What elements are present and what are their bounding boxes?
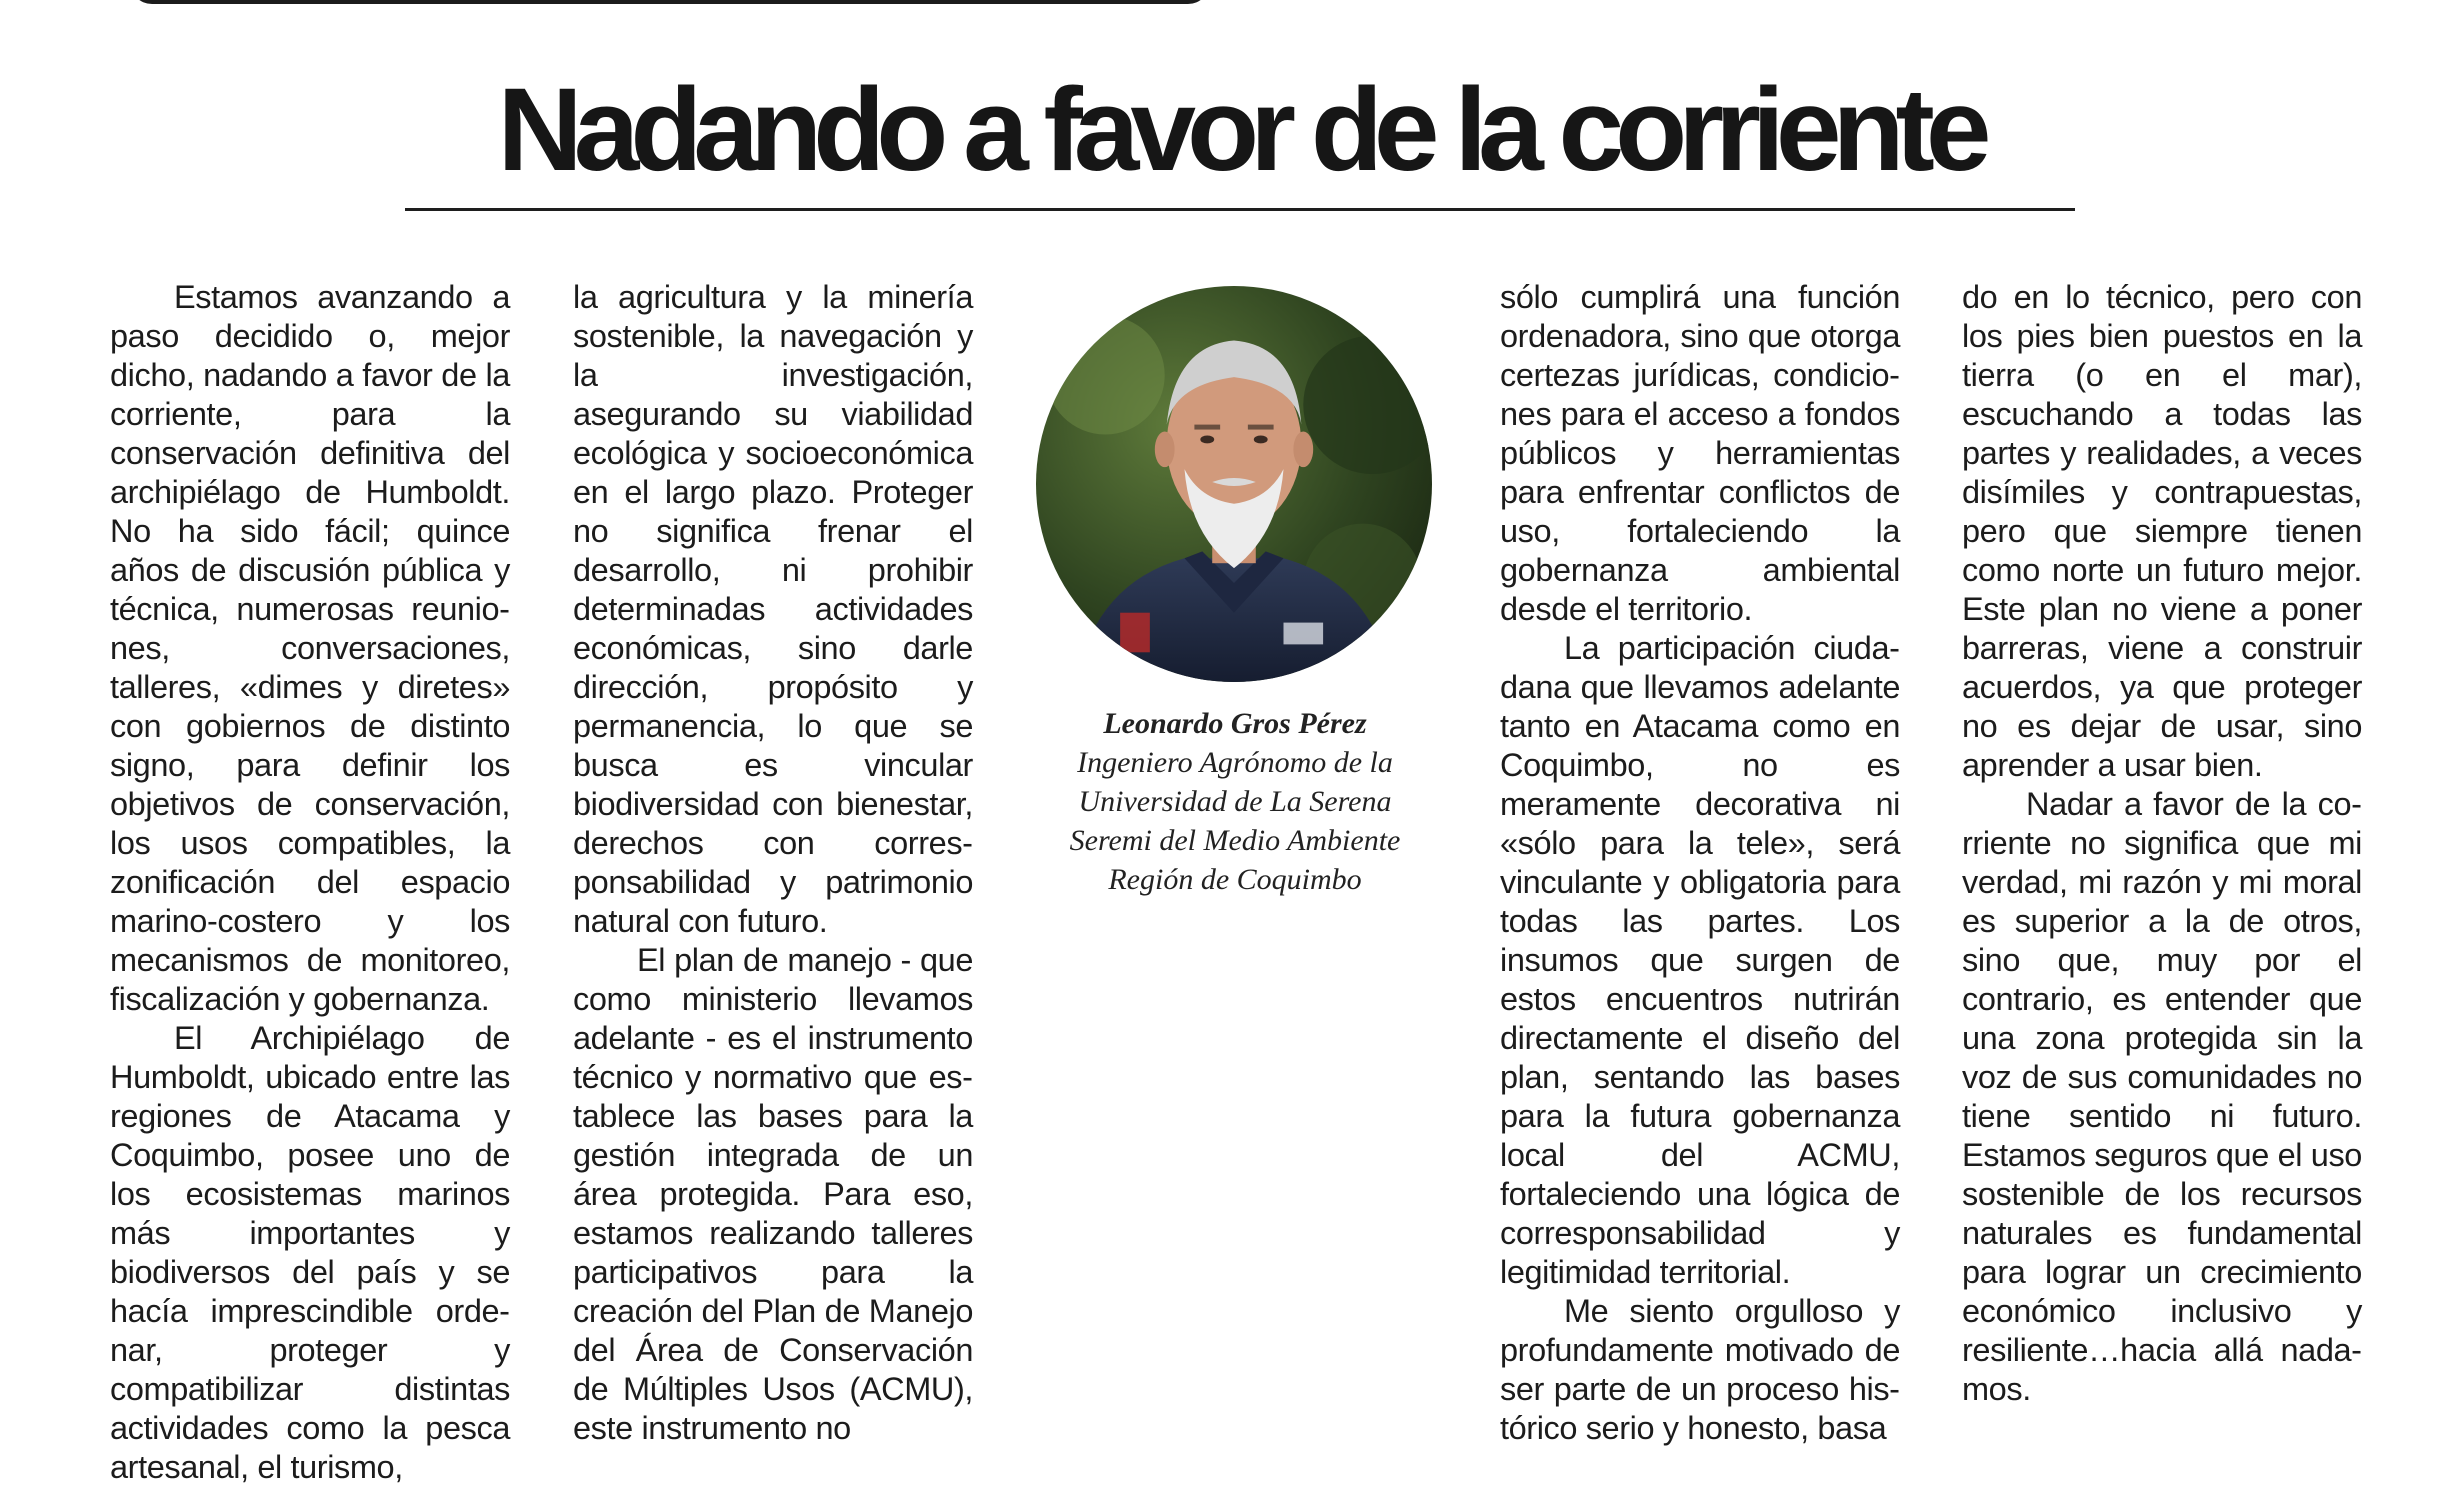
paragraph: Nadar a favor de la corriente no significa que mi verdad, mi razón y mi moral es superior a la de otros, sino que, muy por el contrario, es entender que una zona protegida sin la voz de sus comunidades no tiene sentido ni futuro. Estamos seguros que el uso sostenible de los recursos naturales es fundamental para lograr un crecimiento económico inclusivo y resiliente…hacia allá nadamos. [1962,786,2362,1407]
paragraph: El Archipiélago de Humboldt, ubicado entre las regiones de Atacama y Coquimbo, posee uno de los ecosistemas marinos más importantes y biodiversos del país y se hacía imprescindible ordenar, proteger y compatibilizar distintas actividades como la pesca artesanal, el turismo, [110,1020,510,1485]
paragraph: El plan de manejo - que como ministerio llevamos adelante - es el instrumento técnico y normativo que establece las bases para la gestión integrada de un área protegida. Para eso, estamos realizando talleres participativos para la creación del Plan de Manejo del Área de Conservación de Múltiples Usos (ACMU), este instrumento no [573,942,973,1446]
author-caption [1000,704,1470,899]
article-column-2 [573,278,973,1448]
paragraph: Estamos avanzando a paso decidido o, mejor dicho, nadando a favor de la corriente, para la conservación definitiva del archipiélago de Humboldt. No ha sido fácil; quince años de discusión pública y técnica, numerosas reuniones, conversaciones, talleres, «dimes y diretes» con gobiernos de distinto signo, para definir los objetivos de conservación, los usos compatibles, la zonificación del espacio marino-costero y los mecanismos de monitoreo, fiscalización y gobernanza. [110,279,510,1017]
article-headline: Nadando a favor de la corriente [497,64,1983,196]
paragraph: la agricultura y la minería sostenible, la navegación y la investigación, asegurando su viabilidad ecológica y socioeconómica en el largo plazo. Proteger no significa frenar el desarrollo, ni prohibir determinadas actividades económicas, sino darle dirección, propósito y permanencia, lo que se busca es vincular biodiversidad con bienestar, derechos con corresponsabilidad y patrimonio natural con futuro. [573,279,973,939]
article-column-4 [1962,278,2362,1409]
author-title-line: Región de Coquimbo [1108,863,1362,896]
top-decorative-bar [130,0,1210,4]
paragraph: sólo cumplirá una función ordenadora, sino que otorga certezas jurídicas, condiciones para el acceso a fondos públicos y herramientas para enfrentar conflictos de uso, fortaleciendo la gobernanza ambiental desde el territorio. [1500,279,1900,627]
article-column-3 [1500,278,1900,1448]
author-title-line: Seremi del Medio Ambiente [1069,824,1401,857]
author-title-line: Ingeniero Agrónomo de la [1077,746,1393,779]
author-title-line: Universidad de La Serena [1078,785,1392,818]
headline-rule [405,208,2075,211]
paragraph: do en lo técnico, pero con los pies bien puestos en la tierra (o en el mar), escuchando a todas las partes y realidades, a veces disímiles y contrapuestas, pero que siempre tienen como norte un futuro mejor. Este plan no viene a poner barreras, viene a construir acuerdos, ya que proteger no es dejar de usar, sino aprender a usar bien. [1962,279,2362,783]
author-name: Leonardo Gros Pérez [1103,707,1367,740]
author-portrait [1036,286,1432,682]
paragraph: Me siento orgulloso y profundamente motivado de ser parte de un proceso histórico serio y honesto, basa [1500,1293,1900,1446]
paragraph: La participación ciudadana que llevamos adelante tanto en Atacama como en Coquimbo, no es meramente decorativa ni «sólo para la tele», será vinculante y obligatoria para todas las partes. Los insumos que surgen de estos encuentros nutrirán directamente el diseño del plan, sentando las bases para la futura gobernanza local del ACMU, fortaleciendo una lógica de corresponsabilidad y legitimidad territorial. [1500,630,1900,1290]
article-column-1 [110,278,510,1487]
